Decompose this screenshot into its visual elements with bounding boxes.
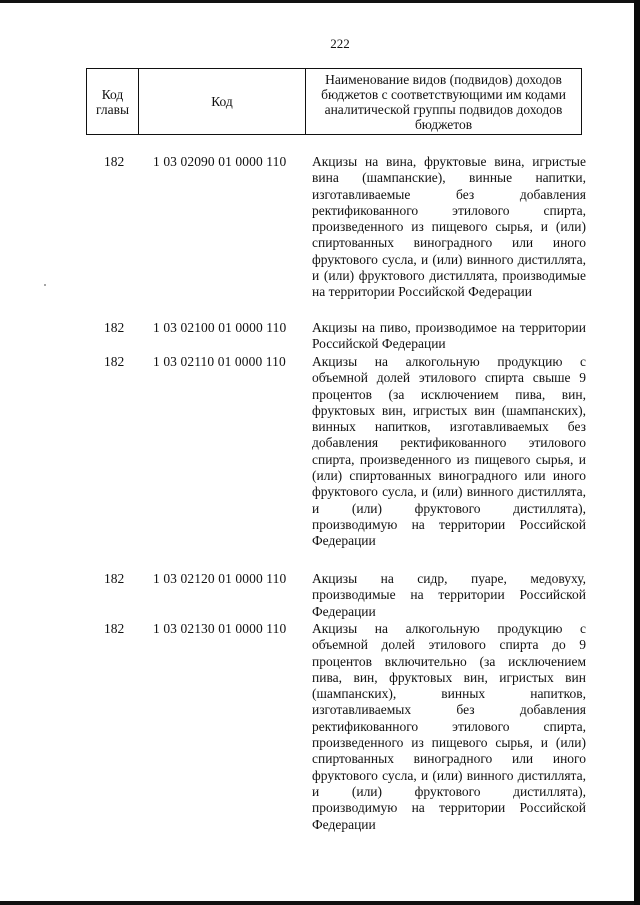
revenue-name: Акцизы на пиво, производимое на территории Российской Федерации	[312, 320, 586, 352]
revenue-code: 1 03 02090 01 0000 110	[153, 154, 287, 169]
revenue-name: Акцизы на сидр, пуаре, медовуху, производимые на территории Российской Федерации	[312, 571, 586, 619]
page-number: 222	[330, 36, 350, 51]
revenue-name: Акцизы на вина, фруктовые вина, игристые вина (шампанские), винные напитки, изготавливаемые без добавления ректификованного этилового спирта, произведенного из пищевого сырья, и (или) спиртованных виноградного или иного фруктового сусла, и (или) винного дистиллята, и (или) фруктового дистиллята, производимые на территории Российской Федерации	[312, 154, 586, 300]
scan-edge-right	[634, 0, 640, 905]
chapter-code: 182	[104, 154, 125, 169]
scan-edge-bottom	[0, 901, 640, 905]
chapter-code: 182	[104, 320, 125, 335]
revenue-code: 1 03 02120 01 0000 110	[153, 571, 287, 586]
header-code: Код	[139, 69, 306, 135]
chapter-code: 182	[104, 571, 125, 586]
scan-speck	[44, 284, 46, 286]
header-chapter-code: Код главы	[87, 69, 139, 135]
revenue-code: 1 03 02100 01 0000 110	[153, 320, 287, 335]
revenue-name: Акцизы на алкогольную продукцию с объемной долей этилового спирта до 9 процентов включительно (за исключением пива, вин, фруктовых вин, игристых вин (шампанских), винных напитков, изготавливаемых без добавления ректификованного этилового спирта, произведенного из пищевого сырья, и (или) спиртованных виноградного или иного фруктового сусла, и (или) винного дистиллята, и (или) фруктового дистиллята), производимую на территории Российской Федерации	[312, 621, 586, 832]
chapter-code: 182	[104, 354, 125, 369]
scan-edge-top	[0, 0, 640, 3]
revenue-code: 1 03 02130 01 0000 110	[153, 621, 287, 636]
revenue-name: Акцизы на алкогольную продукцию с объемной долей этилового спирта свыше 9 процентов (за исключением пива, вин, фруктовых вин, игристых вин (шампанских), винных напитков, изготавливаемых без добавления ректификованного этилового спирта, произведенного из пищевого сырья, и (или) спиртованных виноградного или иного фруктового сусла, и (или) винного дистиллята, и (или) фруктового дистиллята), производимую на территории Российской Федерации	[312, 354, 586, 549]
chapter-code: 182	[104, 621, 125, 636]
revenue-code: 1 03 02110 01 0000 110	[153, 354, 286, 369]
table-header	[86, 68, 582, 135]
header-name: Наименование видов (подвидов) доходов бюджетов с соответствующими им кодами аналитической группы подвидов доходов бюджетов	[306, 69, 582, 135]
